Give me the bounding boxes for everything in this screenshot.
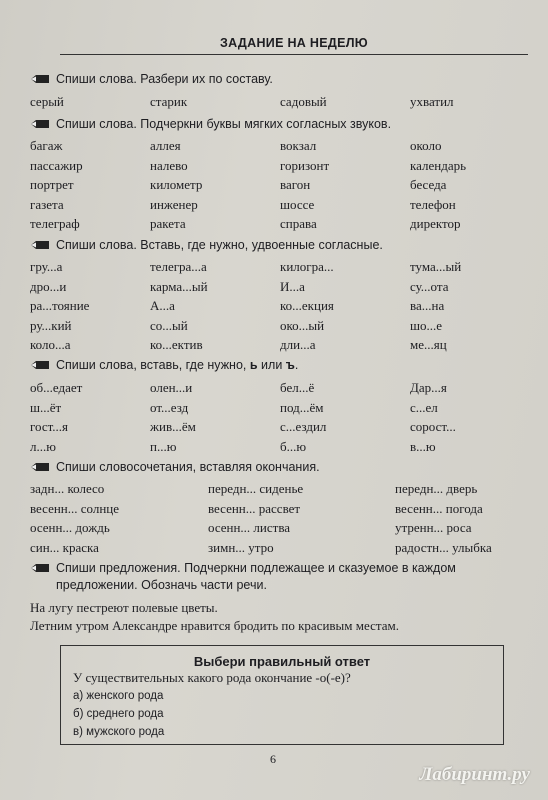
word-cell: с...ездил (280, 419, 327, 434)
word-cell: ме...яц (410, 337, 447, 352)
hard-sign: ъ (285, 358, 295, 372)
word-cell: ко...ектив (150, 337, 203, 352)
page-title: ЗАДАНИЕ НА НЕДЕЛЮ (220, 36, 368, 50)
task-1-text: Спиши слова. Разбери их по составу. (56, 72, 273, 86)
quiz-option-c[interactable]: в) мужского рода (73, 726, 165, 738)
word-cell: старик (150, 94, 188, 109)
word-cell: директор (410, 216, 461, 231)
quiz-option-a[interactable]: а) женского рода (73, 690, 164, 702)
word-cell: жив...ём (150, 419, 196, 434)
word-cell: бел...ё (280, 380, 315, 395)
quiz-question: У существительных какого рода окончание -о(-е)? (73, 670, 351, 685)
task-2-instruction (30, 117, 391, 131)
word-cell: п...ю (150, 438, 177, 454)
word-cell: гру...а (30, 259, 63, 274)
word-cell: вокзал (280, 138, 317, 153)
word-cell: телефон (410, 196, 456, 212)
word-cell: газета (30, 196, 64, 212)
word-cell: дли...а (280, 337, 316, 352)
sentence-2: Летним утром Александре нравится бродить по красивым местам. (30, 618, 399, 633)
word-cell: календарь (410, 157, 467, 173)
word-cell: сорост... (410, 419, 456, 434)
task-4-dot: . (294, 358, 299, 372)
word-cell: ко...екция (280, 298, 334, 313)
task-6-text-line2: предложении. Обозначь части речи. (56, 578, 267, 592)
word-cell: километр (150, 177, 203, 192)
task-5-instruction (30, 460, 320, 474)
word-cell: дро...и (30, 278, 67, 294)
task-1-instruction (30, 72, 273, 86)
pencil-icon (30, 119, 50, 129)
word-cell: вагон (280, 177, 311, 192)
word-cell: ухватил (410, 94, 454, 109)
task-4-or: или (261, 358, 283, 372)
word-cell: под...ём (280, 399, 324, 415)
word-cell: садовый (280, 94, 327, 109)
pencil-icon (30, 74, 50, 84)
word-cell: су...ота (410, 278, 449, 294)
word-cell: с...ел (410, 399, 438, 415)
task-6-instruction (30, 560, 520, 594)
word-cell: ру...кий (30, 317, 72, 333)
word-cell: аллея (150, 138, 181, 153)
word-cell: со...ый (150, 317, 188, 333)
word-cell: в...ю (410, 438, 436, 454)
word-cell: зимн... утро (208, 539, 274, 555)
word-cell: от...езд (150, 399, 189, 415)
word-cell: И...а (280, 278, 305, 294)
pencil-icon (30, 360, 50, 370)
word-cell: справа (280, 216, 317, 231)
word-cell: телегра...а (150, 259, 207, 274)
task-2-text: Спиши слова. Подчеркни буквы мягких согласных звуков. (56, 117, 392, 131)
word-cell: ракета (150, 216, 186, 231)
word-cell: А...а (150, 298, 175, 313)
word-cell: л...ю (30, 438, 56, 454)
word-cell: син... краска (30, 539, 99, 555)
word-cell: серый (30, 94, 64, 109)
pencil-icon (30, 462, 50, 472)
quiz-title: Выбери правильный ответ (193, 654, 371, 669)
task-4-text: Спиши слова, вставь, где нужно, (56, 358, 247, 372)
task-3-text: Спиши слова. Вставь, где нужно, удвоенные согласные. (56, 238, 383, 252)
word-cell: радостн... улыбка (395, 539, 492, 555)
word-cell: утренн... роса (395, 520, 472, 535)
task-4-instruction (30, 358, 298, 372)
word-cell: гост...я (30, 419, 69, 434)
quiz-option-b[interactable]: б) среднего рода (73, 708, 164, 720)
word-cell: осенн... листва (208, 520, 291, 535)
word-cell: портрет (30, 177, 74, 192)
quiz-box (60, 645, 504, 745)
word-cell: Дар...я (410, 380, 447, 395)
word-cell: шоссе (280, 196, 315, 212)
word-cell: шо...е (410, 317, 443, 333)
word-cell: об...едает (30, 380, 83, 395)
word-cell: олен...и (150, 380, 193, 395)
word-cell: задн... колесо (30, 481, 105, 496)
word-cell: багаж (30, 138, 63, 153)
task-5-text: Спиши словосочетания, вставляя окончания. (56, 460, 320, 474)
watermark-logo: Лабиринт.ру (419, 764, 530, 785)
task-6-text-line1: Спиши предложения. Подчеркни подлежащее и сказуемое в каждом (56, 561, 456, 575)
word-cell: передн... дверь (395, 481, 478, 496)
word-cell: около (410, 138, 442, 153)
word-cell: весенн... рассвет (208, 500, 301, 516)
word-cell: б...ю (280, 438, 307, 454)
word-cell: ра...тояние (30, 298, 90, 313)
word-cell: горизонт (280, 157, 330, 173)
word-cell: передн... сиденье (208, 481, 304, 496)
word-cell: весенн... погода (395, 500, 483, 516)
word-cell: коло...а (30, 337, 71, 352)
word-cell: тума...ый (410, 259, 462, 274)
word-cell: беседа (410, 177, 447, 192)
word-cell: телеграф (30, 216, 80, 231)
word-cell: инженер (150, 196, 198, 212)
task-3-instruction (30, 238, 383, 252)
pencil-icon (30, 563, 50, 573)
soft-sign: ь (249, 358, 258, 372)
word-cell: карма...ый (150, 278, 208, 294)
word-cell: килогра... (280, 259, 334, 274)
word-cell: око...ый (280, 317, 325, 333)
word-cell: налево (150, 157, 188, 173)
page-number: 6 (270, 752, 276, 766)
pencil-icon (30, 240, 50, 250)
word-cell: осенн... дождь (30, 520, 110, 535)
word-cell: ва...на (410, 298, 445, 313)
word-cell: ш...ёт (30, 399, 62, 415)
word-cell: пассажир (30, 157, 83, 173)
page-header (60, 32, 528, 55)
word-cell: весенн... солнце (30, 500, 120, 516)
sentence-1: На лугу пестреют полевые цветы. (30, 600, 218, 615)
